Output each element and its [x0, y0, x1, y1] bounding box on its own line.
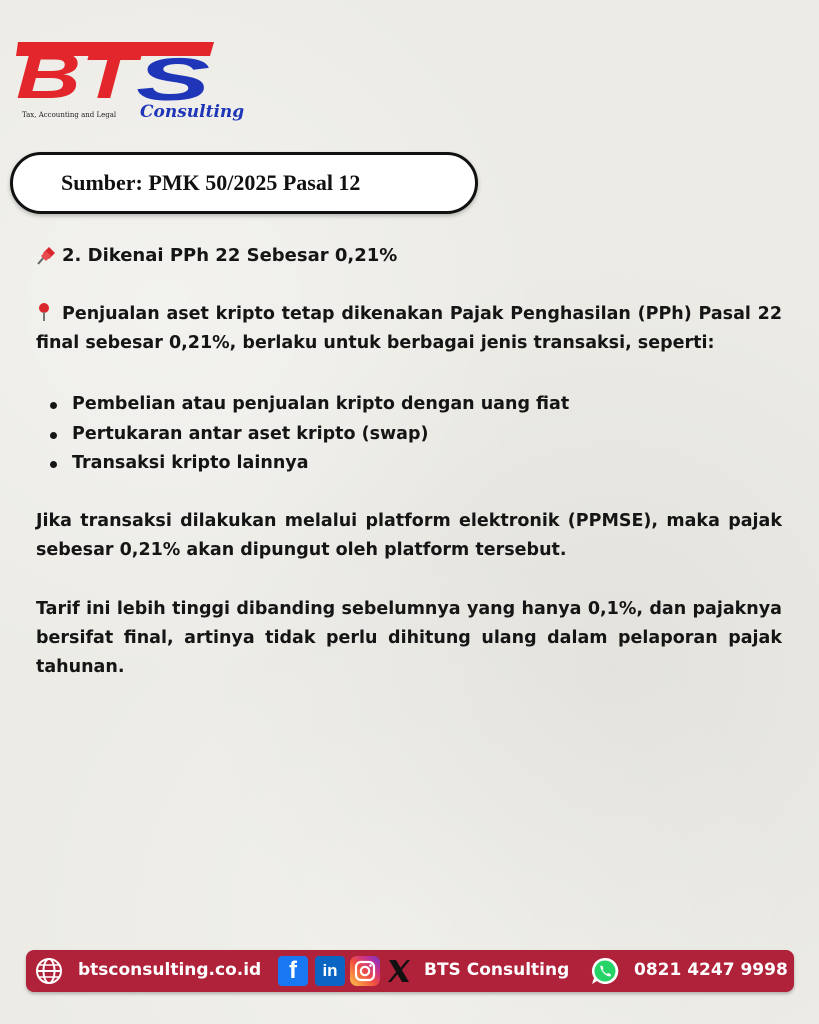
list-item: Transaksi kripto lainnya — [48, 449, 569, 479]
paragraph-intro — [36, 300, 782, 358]
source-text: Sumber: PMK 50/2025 Pasal 12 — [61, 170, 361, 195]
source-box — [10, 152, 478, 214]
globe-icon[interactable] — [34, 956, 64, 986]
website-link[interactable]: btsconsulting.co.id — [78, 960, 262, 980]
x-twitter-icon[interactable] — [384, 956, 414, 986]
linkedin-icon[interactable]: in — [315, 956, 345, 986]
instagram-icon[interactable] — [350, 956, 380, 986]
round-pushpin-icon — [36, 302, 52, 322]
list-item: Pertukaran antar aset kripto (swap) — [48, 420, 569, 450]
logo-consulting: Consulting — [140, 102, 245, 122]
transaction-list — [48, 390, 569, 479]
logo-bt: BT — [16, 38, 143, 112]
paragraph-intro-text: Penjualan aset kripto tetap dikenakan Pajak Penghasilan (PPh) Pasal 22 final sebesar 0,21%, berlaku untuk berbagai jenis transaksi, seperti: — [36, 304, 782, 353]
logo-tagline: Tax, Accounting and Legal — [22, 111, 117, 119]
paragraph-tariff: Tarif ini lebih tinggi dibanding sebelumnya yang hanya 0,1%, dan pajaknya bersifat final, artinya tidak perlu dihitung ulang dalam pelaporan pajak tahunan. — [36, 599, 782, 677]
logo-s: S — [136, 46, 210, 113]
section-heading — [34, 244, 397, 266]
bts-logo — [14, 36, 245, 128]
whatsapp-icon[interactable] — [590, 956, 620, 986]
pushpin-icon — [34, 244, 58, 266]
facebook-icon[interactable]: f — [278, 956, 308, 986]
brand-name[interactable]: BTS Consulting — [424, 960, 570, 980]
list-item: Pembelian atau penjualan kripto dengan uang fiat — [48, 390, 569, 420]
footer-bar — [26, 950, 794, 992]
heading-text: 2. Dikenai PPh 22 Sebesar 0,21% — [62, 244, 398, 266]
paragraph-ppmse: Jika transaksi dilakukan melalui platform elektronik (PPMSE), maka pajak sebesar 0,21% akan dipungut oleh platform tersebut. — [36, 511, 782, 560]
phone-number[interactable]: 0821 4247 9998 — [634, 960, 788, 980]
